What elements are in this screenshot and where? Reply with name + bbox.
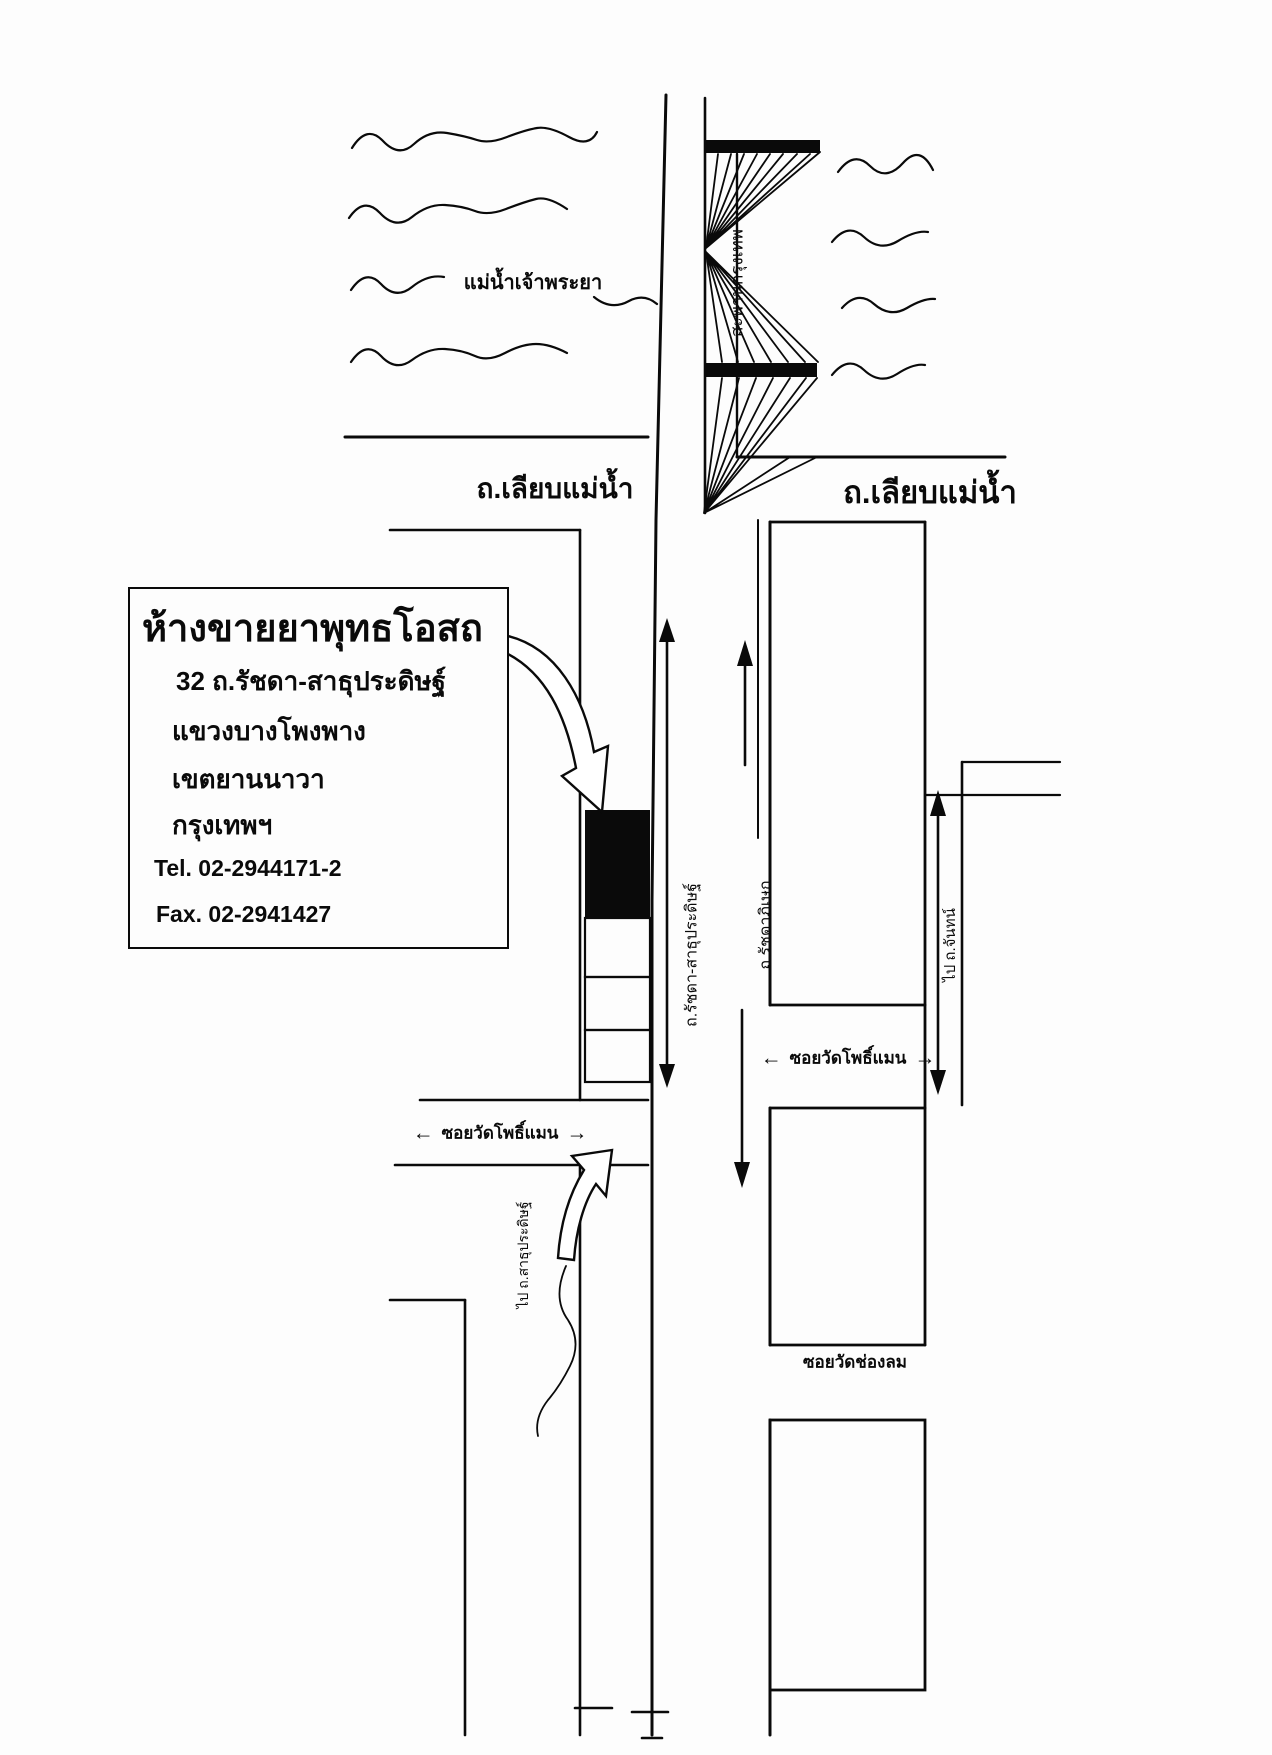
entry-arrow-tail <box>537 1266 575 1436</box>
river-waves-right <box>832 155 935 379</box>
bottom-dashes <box>575 1708 668 1738</box>
phone-number: Tel. 02-2944171-2 <box>154 855 342 881</box>
river-label: แม่น้ำเจ้าพระยา <box>463 272 603 294</box>
soi-label-west <box>405 1120 596 1147</box>
shop-info-box <box>128 587 509 949</box>
east-road-label: ไป ถ.จันทน์ <box>942 908 959 982</box>
soi-southeast-label: ซอยวัดช่องลม <box>803 1352 907 1372</box>
entry-pointer-arrow <box>558 1150 612 1260</box>
shop-building <box>585 810 650 1082</box>
east-road-junction <box>925 762 1060 795</box>
main-road-west-edge <box>652 95 666 1735</box>
bridge-label: สะพานกรุงเทพ <box>727 229 747 337</box>
river-waves-left <box>349 128 657 365</box>
address-line3: เขตยานนาวา <box>172 764 325 794</box>
shop-block-black <box>585 810 650 918</box>
shop-title: ห้างขายยาพุทธโอสถ <box>142 608 483 650</box>
east-blocks <box>770 522 925 1690</box>
soi-east-text: ซอยวัดโพธิ์แมน <box>789 1048 907 1068</box>
address-line4: กรุงเทพฯ <box>172 810 273 840</box>
parallel-road-label: ถ.รัชดาภิเษก <box>757 880 775 970</box>
address-line2: แขวงบางโพงพาง <box>172 716 366 746</box>
right-arrow-icon: → <box>914 1046 936 1070</box>
fax-number: Fax. 02-2941427 <box>156 901 332 927</box>
address-line1: 32 ถ.รัชดา-สาธุประดิษฐ์ <box>176 666 447 696</box>
southwest-soi-label: ไป ถ.สาธุประดิษฐ์ <box>515 1201 531 1309</box>
soi-west-text: ซอยวัดโพธิ์แมน <box>441 1123 559 1143</box>
soi-label-east <box>753 1045 944 1072</box>
right-arrow-icon: → <box>566 1121 588 1145</box>
riverside-road-label-right: ถ.เลียบแม่น้ำ <box>843 475 1017 510</box>
riverside-road-label-left: ถ.เลียบแม่น้ำ <box>476 473 634 504</box>
left-arrow-icon: ← <box>412 1121 434 1145</box>
bridge-drawing <box>704 98 820 513</box>
main-road-label: ถ.รัชดา-สาธุประดิษฐ์ <box>683 883 701 1027</box>
left-arrow-icon: ← <box>760 1046 782 1070</box>
shop-pointer-arrow <box>504 636 608 812</box>
